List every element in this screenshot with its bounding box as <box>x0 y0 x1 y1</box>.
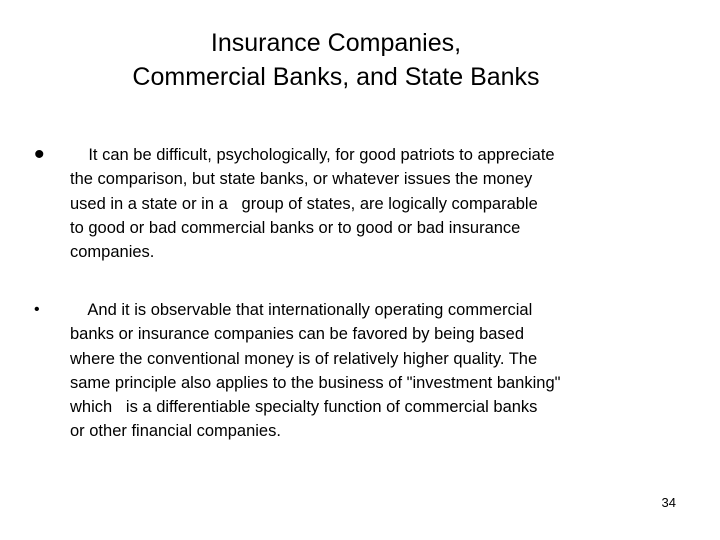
text-line: banks or insurance companies can be favored by being based <box>70 325 525 344</box>
text-line: to good or bad commercial banks or to good or bad insurance <box>70 218 521 237</box>
text-line: the comparison, but state banks, or whatever issues the money <box>70 170 533 189</box>
title-line: Commercial Banks, and State Banks <box>132 63 540 91</box>
text-line: where the conventional money is of relatively higher quality. The <box>70 349 538 368</box>
bullet-text <box>70 298 680 444</box>
text-line: or other financial companies. <box>70 422 281 441</box>
text-line: It can be difficult, psychologically, for good patriots to appreciate <box>70 146 555 164</box>
bullet-marker: • <box>34 301 40 318</box>
text-line: used in a state or in a group of states, are logically comparable <box>70 194 538 213</box>
bullet-marker: • <box>34 138 45 171</box>
title-line: Insurance Companies, <box>210 29 462 57</box>
text-line: And it is observable that internationally operating commercial <box>70 301 533 319</box>
bullet-text <box>70 143 680 264</box>
page-number: 34 <box>661 495 676 510</box>
text-line: companies. <box>70 243 155 262</box>
slide-title <box>0 26 672 94</box>
text-line: same principle also applies to the business of "investment banking" <box>70 373 561 392</box>
text-line: which is a differentiable specialty function of commercial banks <box>70 398 538 417</box>
